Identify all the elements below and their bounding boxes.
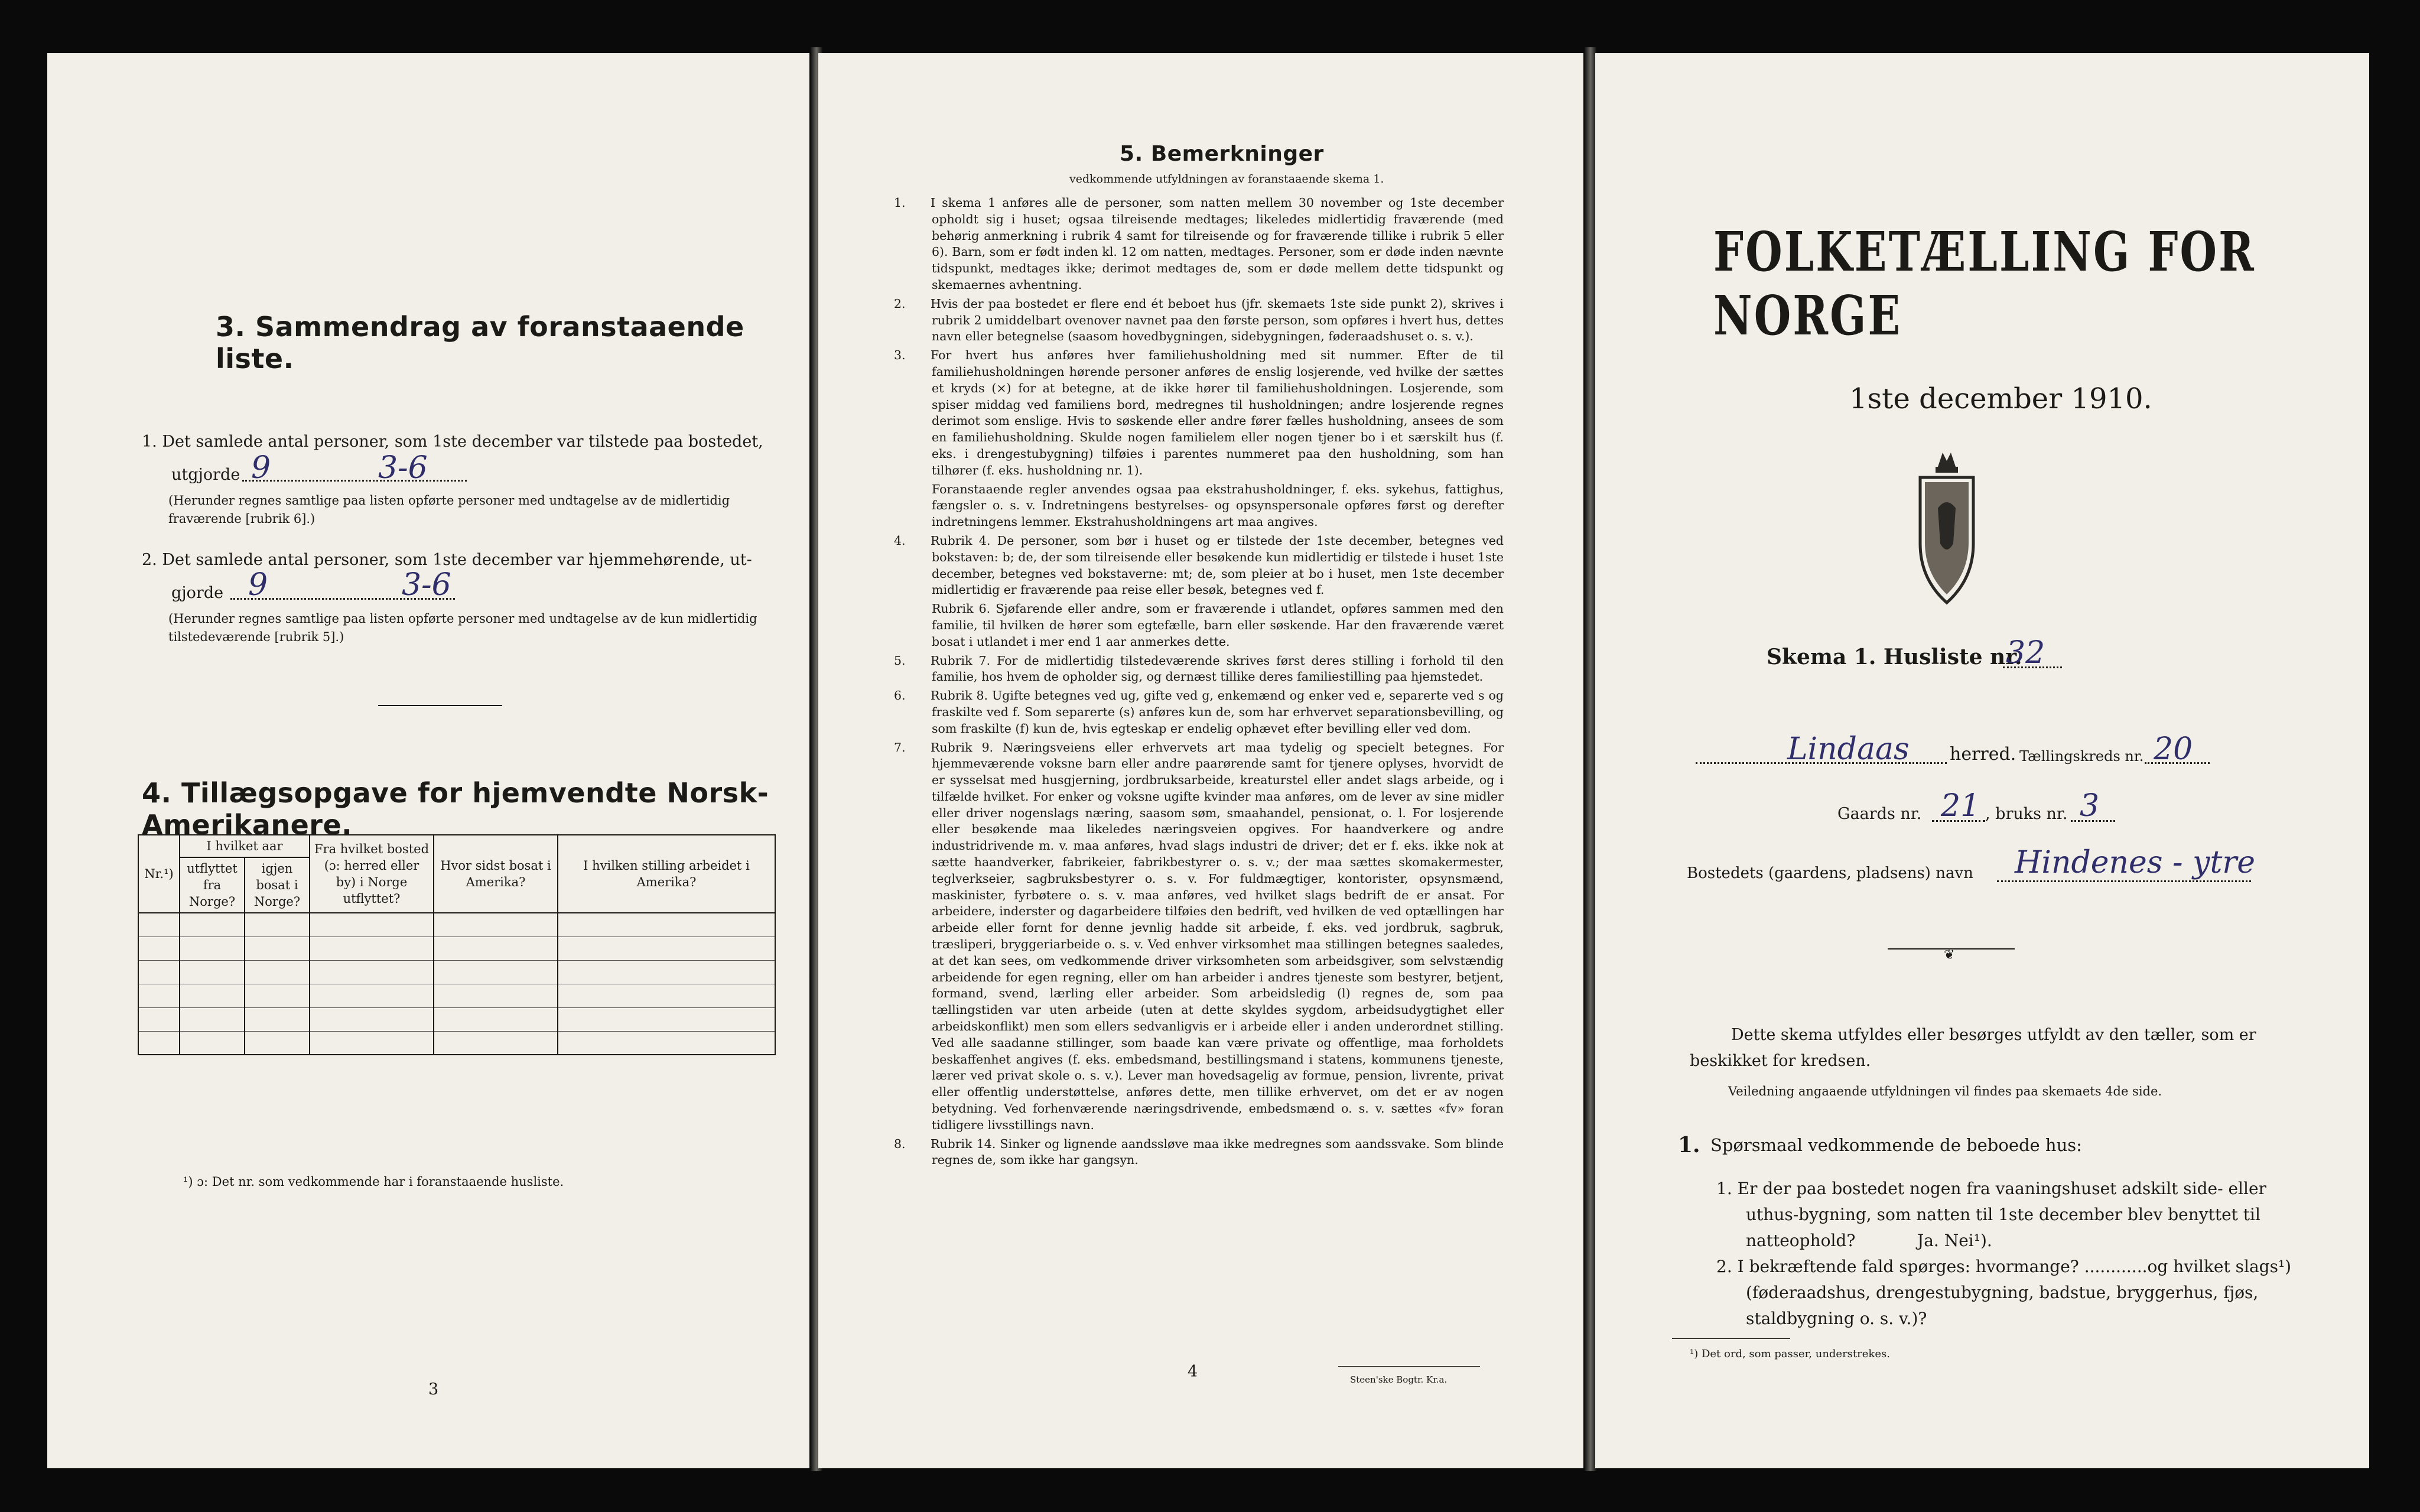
table-row [138,1031,775,1055]
remark-number: 5. [894,653,906,668]
q1-value2: 3-6 [378,450,428,486]
table-row [138,960,775,984]
table-row [138,984,775,1007]
bruks-value: 3 [2080,788,2100,824]
kreds-value: 20 [2154,731,2193,767]
remark-text: Rubrik 8. Ugifte betegnes ved ug, gifte ved g, enkemænd og enker ved e, separerte ved s og fraskilte ved f. Som separerte (s) anføres kun de, som har erhvervet separationsbevilling, og som fraskilte (f) kun de, hvis egteskap er endelig ophævet efter bevilling eller ved dom. [931,688,1504,736]
col-occupation: I hvilken stilling arbeidet i Amerika? [558,835,775,913]
divider [378,705,502,706]
schema-label: Skema 1. Husliste nr. [1767,645,2022,669]
remark-text: I skema 1 anføres alle de personer, som natten mellem 30 november og 1ste december opholdt sig i huset; ogsaa tilreisende medtages; likeledes midlertidig fraværende (med behørig anmerkning i rubrik 4 samt for tilreisende og for fraværende tillike i rubrik 5 eller 6). Barn, som er født inden kl. 12 om natten, medtages. Personer, som er døde inden nævnte tidspunkt, medtages ikke; derimot medtages de, som er døde mellem dette tidspunkt og skemaernes avhentning. [931,196,1504,292]
col-emigrated: utflyttet fra Norge? [180,857,245,913]
remark-item [894,347,1504,479]
remark-item [894,740,1504,1134]
remark-item [894,688,1504,737]
intro-note: Veiledning angaaende utfyldningen vil findes paa skemaets 4de side. [1728,1084,2162,1098]
section3-title: 3. Sammendrag av foranstaaende liste. [216,311,744,375]
q2-value2: 3-6 [402,567,451,603]
printer-rule [1338,1366,1480,1367]
remark-number: 2. [894,296,906,311]
main-title: FOLKETÆLLING FOR NORGE [1713,220,2256,347]
page-right [1595,53,2369,1468]
remark-text: Rubrik 7. For de midlertidig tilstedeværende skrives først deres stilling i forhold til den familie, hos hvem de opholder sig, og dernæst tillike deres familiestilling paa hjemstedet. [931,653,1504,684]
table-row [138,1007,775,1031]
remark-number: 3. [894,348,906,363]
remark-text: Hvis der paa bostedet er flere end ét beboet hus (jfr. skemaets 1ste side punkt 2), skrives i rubrik 2 umiddelbart ovenover navnet paa den første person, som opføres i hvert hus, dettes navn eller betegnelse (saasom hovedbygningen, sidebygningen, føderaadshuset o. s. v.). [931,296,1504,344]
q2-text: 2. Det samlede antal personer, som 1ste december var hjemmehørende, ut- [142,551,752,569]
question-1: 1. Er der paa bostedet nogen fra vaaningshuset adskilt side- eller uthus-bygning, som natten til 1ste december blev benyttet til natteophold? [1716,1179,2266,1250]
remarks-title: 5. Bemerkninger [1120,142,1324,166]
gaards-label: Gaards nr. [1837,805,1922,823]
table-row [138,913,775,937]
remark-text: Rubrik 14. Sinker og lignende aandssløve maa ikke medregnes som aandssvake. Som blinde regnes de, som ikke har gangsyn. [931,1136,1504,1168]
remark-item [894,533,1504,599]
right-footnote: ¹) Det ord, som passer, understrekes. [1690,1348,1890,1360]
page-number-3: 3 [428,1380,439,1399]
husliste-nr: 32 [2006,635,2045,671]
col-from-where: Fra hvilket bosted (ɔ: herred eller by) i Norge utflyttet? [310,835,434,913]
remark-item [913,601,1504,650]
q2-value: 9 [248,567,268,603]
col-year-group: I hvilket aar [180,835,310,857]
q1-text: 1. Det samlede antal personer, som 1ste december var tilstede paa bostedet, [142,433,763,451]
kreds-label: Tællingskreds nr. [2019,748,2144,765]
remark-number: 8. [894,1136,906,1151]
bosted-value: Hindenes - ytre [2015,845,2256,880]
remark-text: Rubrik 6. Sjøfarende eller andre, som er fraværende i utlandet, opføres sammen med den familie, til hvilken de hører som egtefælle, barn eller søskende. Har den fraværende været bosat i utlandet i mer end 1 aar anmerkes dette. [932,601,1504,649]
q1-note: (Herunder regnes samtlige paa listen opførte personer med undtagelse av de midlertidig fraværende [rubrik 6].) [168,493,730,526]
bosted-label: Bostedets (gaardens, pladsens) navn [1687,864,1973,882]
remark-item [894,1136,1504,1169]
q2-label: gjorde [171,584,224,602]
gaards-value: 21 [1941,788,1980,824]
remark-text: Rubrik 4. De personer, som bør i huset og er tilstede der 1ste december, betegnes ved bokstaven: b; de, der som tilreisende eller besøkende kun midlertidig er tilstede i huset 1ste december, betegnes ved bokstaverne: mt; de, som pleier at bo i huset, men 1ste december midlertidig er fraværende paa reise eller besøk, betegnes ved f. [931,533,1504,597]
bruks-label: , bruks nr. [1985,805,2068,823]
footnote-rule [1672,1338,1790,1339]
col-last-residence: Hvor sidst bosat i Amerika? [434,835,558,913]
q1-dotline [242,480,467,482]
col-returned: igjen bosat i Norge? [245,857,310,913]
printer-mark: Steen'ske Bogtr. Kr.a. [1350,1374,1448,1385]
question-1-answer: Ja. Nei¹). [1917,1231,1992,1250]
q2-note: (Herunder regnes samtlige paa listen opførte personer med undtagelse av de kun midlertidig tilstedeværende [rubrik 5].) [168,612,757,644]
page-middle [818,53,1583,1468]
remark-number: 6. [894,688,906,703]
page-fold [1585,47,1596,1471]
bosted-dotline [1997,880,2251,882]
ornament-icon: ❦ [1944,948,1955,963]
intro-text: Dette skema utfyldes eller besørges utfyldt av den tæller, som er beskikket for kredsen. [1690,1026,2256,1070]
remark-text: Rubrik 9. Næringsveiens eller erhvervets art maa tydelig og specielt betegnes. For hjemmeværende voksne barn eller andre paarørende samt for tjenere oplyses, hvorvidt de er sysselsat med husgjerning, jordbruksarbeide, kreaturstel eller andet slags arbeide, og i tilfælde hvilket. For enker og voksne ugifte kvinder maa anføres, om de lever av sine midler eller driver nogenslags næring, saasom søm, smaahandel, pensionat, o. l. For losjerende eller besøkende maa likeledes næringsveien opgives. For haandverkere og andre industridrivende m. v. maa anføres, hvad slags industri de driver; det er f. eks. ikke nok at sætte haandverker, fabrikeier, fabrikbestyrer o. s. v.; der maa sættes skomakermester, teglverkseier, sagbruksbestyrer o. s. v. For fuldmægtiger, kontorister, opsynsmænd, maskinister, fyrbøtere o. s. v. maa anføres, ved hvilket slags bedrift de er ansat. For arbeidere, inderster og dagarbeidere tilføies den bedrift, ved hvilken de ved optællingen har arbeide eller fornt for denne jevnlig hadde sit arbeide, f. eks. ved jordbruk, sagbruk, træsliperi, bryggeriarbeide o. s. v. Ved enhver virksomhet maa stillingen betegnes saaledes, at det kan sees, om vedkommende driver virksomheten som arbeidsgiver, som selvstændig arbeidende for egen regning, eller om han arbeider i andres tjeneste som bestyrer, betjent, formand, svend, lærling eller arbeider. Som arbeidsledig (l) regnes de, som paa tællingstiden var uten arbeide (uten at dette skyldes sygdom, arbeidsudygtighet eller arbeidskonflikt) men som ellers sedvanligvis er i arbeide eller i anden underordnet stilling. Ved alle saadanne stillinger, som baade kan være private og offentlige, maa forholdets beskaffenhet angives (f. eks. embedsmand, bestillingsmand i statens, kommunens tjeneste, lærer ved privat skole o. s. v.). Lever man hovedsagelig av formue, pension, livrente, privat eller offentlig understøttelse, anføres dette, men tillike erhvervet, om det er av nogen betydning. Ved forhenværende næringsdrivende, embedsmænd o. s. v. sættes «fv» foran tidligere livsstillings navn. [931,740,1504,1132]
table-row [138,937,775,960]
remark-number: 7. [894,740,906,755]
remark-number: 1. [894,196,906,210]
section4-title: 4. Tillægsopgave for hjemvendte Norsk-Amerikanere. [142,777,769,841]
col-nr: Nr.¹) [138,835,180,913]
census-date: 1ste december 1910. [1849,382,2152,415]
herred-value: Lindaas [1787,731,1910,767]
remarks-list [894,195,1504,1171]
remark-item [894,653,1504,686]
question-2: 2. I bekræftende fald spørges: hvormange? ............og hvilket slags¹) (føderaadshus, drengestubygning, badstue, bryggerhus, fjøs, staldbygning o. s. v.)? [1716,1257,2292,1328]
remark-item [894,195,1504,294]
page-left [47,53,809,1468]
remark-text: Foranstaaende regler anvendes ogsaa paa ekstrahusholdninger, f. eks. sykehus, fattighus, fængsler o. s. v. Indretningens bestyrelses- og opsynspersonale opføres først og derefter indretningens lemmer. Ekstrahusholdningens art maa angives. [932,482,1504,529]
remark-item [913,482,1504,531]
q-header: Spørsmaal vedkommende de beboede hus: [1710,1135,2082,1155]
remark-text: For hvert hus anføres hver familiehusholdning med sit nummer. Efter de til familiehusholdningen hørende personer anføres de enslig losjerende, ved hvilke der sættes et kryds (×) for at betegne, at de ikke hører til familiehusholdningen. Losjerende, som spiser middag ved familiens bord, medregnes til husholdningen; andre losjerende regnes derimot som enslige. Hvis to søskende eller andre fører fælles husholdning, ansees de som en familiehusholdning. Skulde nogen familielem eller nogen tjener bo i et særskilt hus (f. eks. i drengestubygning) tilføies i parentes nummeret paa den husholdning, som han tilhører (f. eks. husholdning nr. 1). [931,348,1504,477]
remark-number: 4. [894,533,906,548]
q-header-num: 1. [1678,1133,1700,1157]
q1-value: 9 [251,450,271,486]
remarks-subtitle: vedkommende utfyldningen av foranstaaende skema 1. [1069,173,1384,186]
norsk-amerikanere-table [138,834,776,1055]
q1-label: utgjorde [171,466,240,484]
table-footnote: ¹) ɔ: Det nr. som vedkommende har i foranstaaende husliste. [183,1175,564,1189]
remark-item [894,296,1504,345]
page-number-4: 4 [1188,1363,1198,1381]
herred-label: herred. [1950,744,2016,765]
coat-of-arms-icon [1914,443,1979,614]
